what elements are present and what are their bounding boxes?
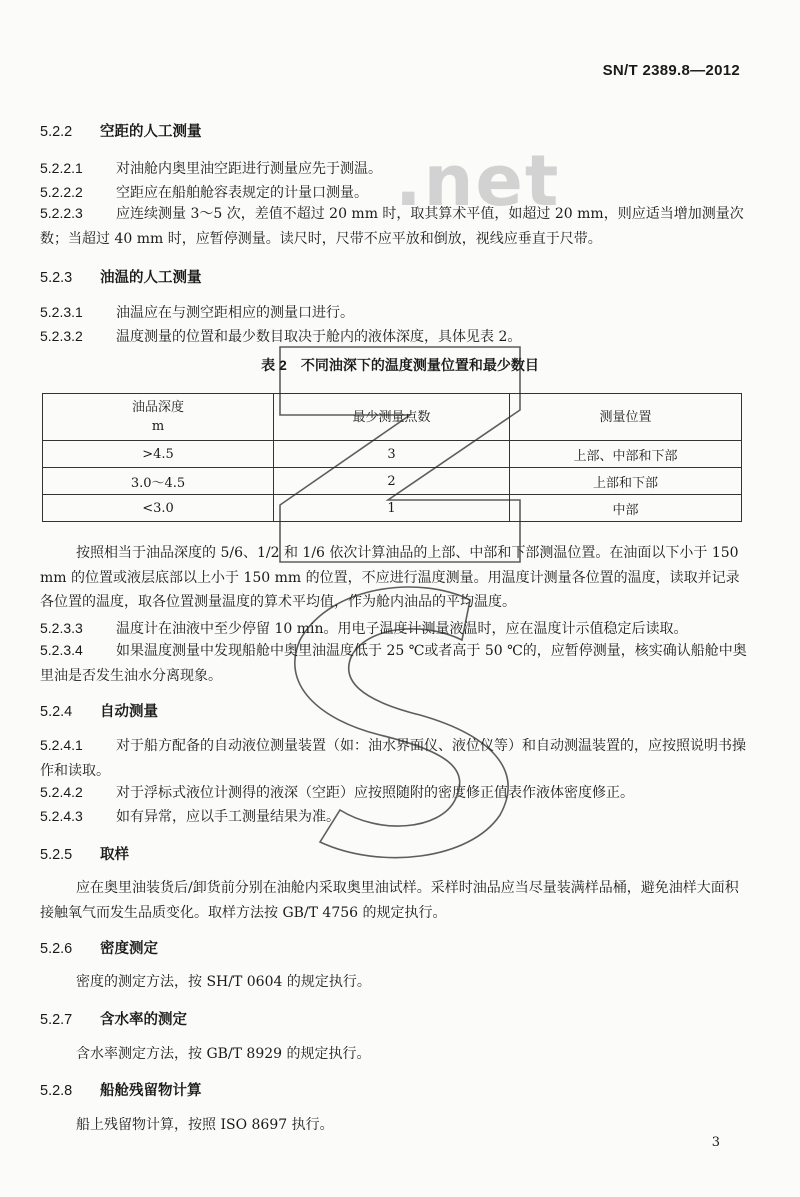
header-depth (43, 394, 274, 441)
section-title: 含水率的测定 (100, 1012, 187, 1028)
cell-depth: >4.5 (43, 441, 274, 468)
cell-position: 上部和下部 (510, 468, 742, 495)
clause-number: 5.2.3.2 (40, 328, 83, 344)
clause-5-2-3-3 (40, 618, 687, 638)
watermark-text: .net (395, 140, 561, 222)
paragraph-residue: 船上残留物计算，按照 ISO 8697 执行。 (76, 1117, 334, 1133)
clause-5-2-3-4 (40, 638, 748, 688)
clause-text: 空距应在船舶舱容表规定的计量口测量。 (116, 185, 368, 201)
clause-text: 如果温度测量中发现船舱中奥里油温度低于 25 ℃或者高于 50 ℃的，应暂停测量，核实确认船舱中奥里油是否发生油水分离现象。 (40, 643, 747, 684)
paragraph-density: 密度的测定方法，按 SH/T 0604 的规定执行。 (76, 974, 371, 990)
header-depth-label: 油品深度 (131, 400, 184, 415)
clause-number: 5.2.3.3 (40, 620, 83, 636)
section-heading-5-2-2 (40, 120, 202, 141)
clause-text: 如有异常，应以手工测量结果为准。 (116, 809, 340, 825)
clause-text: 温度测量的位置和最少数目取决于舱内的液体深度，具体见表 2。 (116, 329, 522, 345)
section-title: 船舱残留物计算 (100, 1083, 202, 1099)
table-header-row (43, 394, 742, 441)
header-depth-unit: m (151, 419, 165, 434)
table-2 (42, 393, 742, 522)
clause-5-2-3-2 (40, 326, 521, 346)
paragraph-temperature-positions: 按照相当于油品深度的 5/6、1/2 和 1/6 依次计算油品的上部、中部和下部测温位置。在油面以下小于 150 mm 的位置或液层底部以上小于 150 mm 的位置，不应进行温度测量。用温度计测量各位置的温度，读取并记录各位置的温度，取各位置测量温度的算术平均值，作为舱内油品的平均温度。 (40, 545, 740, 610)
clause-5-2-4-1 (40, 733, 748, 783)
clause-text: 温度计在油液中至少停留 10 min。用电子温度计测量液温时，应在温度计示值稳定后读取。 (116, 621, 688, 637)
clause-number: 5.2.3.4 (40, 642, 83, 658)
section-title: 自动测量 (100, 704, 158, 720)
section-heading-5-2-5 (40, 843, 129, 864)
cell-depth: <3.0 (43, 495, 274, 522)
clause-number: 5.2.4.1 (40, 737, 83, 753)
clause-5-2-4-2 (40, 782, 634, 802)
section-number: 5.2.3 (40, 270, 73, 286)
section-title: 密度测定 (100, 941, 158, 957)
section-title: 取样 (100, 847, 129, 863)
table-caption: 表 2 不同油深下的温度测量位置和最少数目 (261, 357, 539, 373)
clause-number: 5.2.3.1 (40, 304, 83, 320)
clause-text: 应连续测量 3～5 次，差值不超过 20 mm 时，取其算术平值，如超过 20 mm，则应适当增加测量次数；当超过 40 mm 时，应暂停测量。读尺时，尺带不应平放和倒放，视线应垂直于尺带。 (40, 206, 744, 247)
paragraph-sampling: 应在奥里油装货后/卸货前分别在油舱内采取奥里油试样。采样时油品应当尽量装满样品桶，避免油样大面积接触氧气而发生品质变化。取样方法按 GB/T 4756 的规定执行。 (40, 880, 739, 921)
clause-text: 对于船方配备的自动液位测量装置（如：油水界面仪、液位仪等）和自动测温装置的，应按照说明书操作和读取。 (40, 738, 746, 779)
standard-id: SN/T 2389.8—2012 (602, 62, 740, 79)
clause-number: 5.2.4.2 (40, 784, 83, 800)
section-heading-5-2-4 (40, 700, 158, 721)
section-heading-5-2-8 (40, 1079, 202, 1100)
section-number: 5.2.6 (40, 941, 73, 957)
clause-number: 5.2.4.3 (40, 808, 83, 824)
table-row (43, 495, 742, 522)
clause-text: 对油舱内奥里油空距进行测量应先于测温。 (116, 161, 382, 177)
header-min-points: 最少测量点数 (274, 394, 510, 441)
section-number: 5.2.5 (40, 847, 73, 863)
section-number: 5.2.2 (40, 124, 73, 140)
page-number: 3 (711, 1135, 720, 1150)
cell-points: 2 (274, 468, 510, 495)
section-title: 油温的人工测量 (100, 270, 202, 286)
clause-5-2-3-1 (40, 302, 354, 322)
section-number: 5.2.7 (40, 1012, 73, 1028)
cell-position: 上部、中部和下部 (510, 441, 742, 468)
clause-number: 5.2.2.2 (40, 184, 83, 200)
section-title: 空距的人工测量 (100, 124, 202, 140)
clause-5-2-2-2 (40, 182, 368, 202)
clause-5-2-4-3 (40, 806, 340, 826)
section-number: 5.2.4 (40, 704, 73, 720)
cell-position: 中部 (510, 495, 742, 522)
header-position: 测量位置 (510, 394, 742, 441)
clause-text: 油温应在与测空距相应的测量口进行。 (116, 305, 354, 321)
table-row (43, 468, 742, 495)
cell-points: 1 (274, 495, 510, 522)
cell-depth: 3.0～4.5 (43, 468, 274, 495)
table-row (43, 441, 742, 468)
clause-number: 5.2.2.3 (40, 205, 83, 221)
section-number: 5.2.8 (40, 1083, 73, 1099)
section-heading-5-2-6 (40, 937, 158, 958)
paragraph-water-content: 含水率测定方法，按 GB/T 8929 的规定执行。 (76, 1046, 371, 1062)
clause-5-2-2-1 (40, 158, 382, 178)
section-heading-5-2-3 (40, 266, 202, 287)
clause-5-2-2-3 (40, 201, 748, 251)
clause-text: 对于浮标式液位计测得的液深（空距）应按照随附的密度修正值表作液体密度修正。 (116, 785, 634, 801)
cell-points: 3 (274, 441, 510, 468)
section-heading-5-2-7 (40, 1008, 187, 1029)
clause-number: 5.2.2.1 (40, 160, 83, 176)
